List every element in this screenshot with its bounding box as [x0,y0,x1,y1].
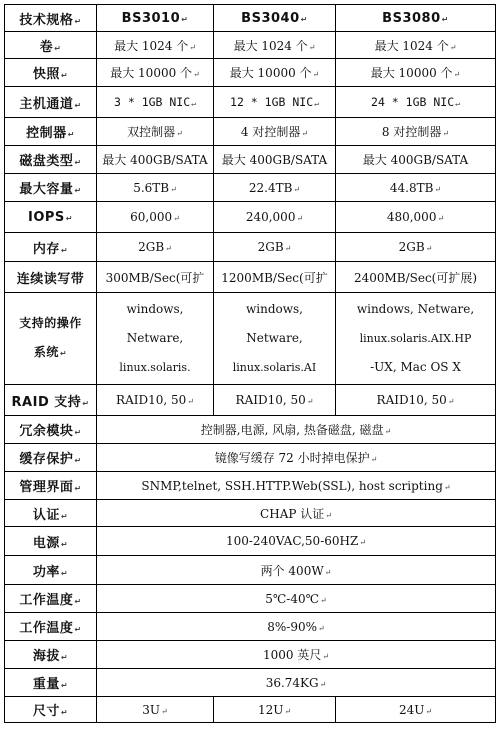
header-label-cell [5,5,97,32]
cell-value: 1200MB/Sec(可扩 [221,270,328,285]
row-label: RAID 支持 [11,394,82,410]
cell-mark: ↵ [447,397,455,406]
table-row [5,697,496,723]
row-label-cell [5,527,97,556]
table-row [5,385,496,416]
model-name: BS3040 [241,10,300,26]
row-label: 快照 [32,67,60,82]
cell-value: 480,000 [386,210,437,224]
row-label-cell [5,500,97,527]
cell-mark: ↵ [296,214,304,223]
cell-mark: ↵ [359,538,367,547]
row-label: 电源 [32,535,60,551]
os-line: windows, Netware, [356,302,475,316]
merged-value-cell [97,613,496,641]
cell-mark: ↵ [455,99,460,108]
value-cell [336,118,496,146]
cell-mark: ↵ [165,244,172,253]
value-cell [336,202,496,233]
model-cell [214,5,336,32]
cell-value: 双控制器 [127,125,176,139]
merged-value-cell [97,585,496,613]
model-cell [336,5,496,32]
cell-mark: ↵ [441,14,449,24]
cell-mark: ↵ [301,129,309,138]
cell-mark: ↵ [65,213,73,223]
row-label-cell [5,613,97,641]
value-cell [214,202,336,233]
cell-mark: ↵ [306,397,314,406]
cell-value: 镜像写缓存 72 小时掉电保护 [214,451,370,465]
cell-mark: ↵ [284,706,292,716]
os-cell [214,293,336,385]
cell-mark: ↵ [189,42,196,52]
row-label-cell [5,385,97,416]
row-label-cell [5,416,97,444]
merged-value-cell [97,416,496,444]
table-row [5,641,496,669]
row-label-line: 支持的操作 [19,316,82,330]
value-cell [97,233,214,262]
cell-value: 最大 10000 个 [110,66,193,80]
cell-mark: ↵ [181,14,189,24]
os-line: windows, [126,302,184,316]
cell-value: 控制器,电源, 风扇, 热备磁盘, 磁盘 [200,423,384,437]
table-row [5,87,496,118]
cell-value: 3U [142,702,161,717]
cell-mark: ↵ [324,567,332,577]
table-row [5,444,496,472]
cell-value: 22.4TB [248,180,293,195]
row-label-cell [5,202,97,233]
value-cell [97,202,214,233]
table-row [5,613,496,641]
table-row [5,174,496,202]
cell-mark: ↵ [74,158,82,167]
table-row [5,233,496,262]
merged-value-cell [97,500,496,527]
merged-value-cell [97,556,496,585]
cell-mark: ↵ [74,186,82,195]
os-line: linux.solaris.AI [232,361,317,374]
cell-mark: ↵ [74,16,82,26]
cell-mark: ↵ [74,625,82,634]
value-cell [214,59,336,87]
cell-value: 最大 1024 个 [114,38,189,53]
row-label-cell [5,641,97,669]
cell-value: SNMP,telnet, SSH.HTTP.Web(SSL), host scripting [141,478,443,493]
merged-value-cell [97,669,496,697]
row-label-cell [5,444,97,472]
cell-mark: ↵ [425,244,433,253]
os-cell [97,293,214,385]
value-cell [214,262,336,293]
cell-mark: ↵ [59,349,68,358]
table-row [5,146,496,174]
cell-mark: ↵ [293,184,301,194]
table-row [5,262,496,293]
os-line: -UX, Mac OS X [370,360,461,374]
cell-mark: ↵ [60,568,69,578]
cell-mark: ↵ [370,455,378,464]
cell-mark: ↵ [434,184,442,194]
row-label: 连续读写带 [16,271,85,287]
table-row [5,527,496,556]
cell-mark: ↵ [308,42,316,52]
row-label: 重量 [32,677,60,692]
row-label-cell [5,293,97,385]
value-cell [214,385,336,416]
cell-mark: ↵ [60,681,69,690]
table-row [5,585,496,613]
table-row [5,416,496,444]
cell-value: CHAP 认证 [260,506,325,521]
value-cell [97,385,214,416]
cell-mark: ↵ [74,484,82,493]
value-cell [97,697,214,723]
cell-mark: ↵ [449,42,457,52]
model-cell [97,5,214,32]
cell-mark: ↵ [161,706,168,716]
row-label: 认证 [32,507,60,523]
value-cell [214,87,336,118]
row-label-cell [5,233,97,262]
value-cell [336,233,496,262]
row-label: 工作温度 [19,621,74,636]
value-cell [336,146,496,174]
cell-value: 5℃-40℃ [265,591,320,606]
table-row [5,32,496,59]
table-row [5,118,496,146]
cell-mark: ↵ [82,398,90,408]
value-cell [97,32,214,59]
cell-mark: ↵ [318,623,325,633]
cell-value: 2GB [398,240,425,254]
cell-mark: ↵ [60,653,69,662]
row-label: IOPS [28,209,65,225]
row-label: 功率 [32,564,60,580]
row-label: 卷 [39,39,54,55]
table-row [5,556,496,585]
row-label-cell [5,59,97,87]
cell-mark: ↵ [74,456,82,465]
cell-value: 12 * 1GB NIC [230,95,314,109]
value-cell [336,385,496,416]
value-cell [336,697,496,723]
cell-mark: ↵ [170,184,177,194]
cell-mark: ↵ [191,99,196,108]
os-line: Netware, [246,331,303,345]
value-cell [97,118,214,146]
os-support-row [5,293,496,385]
cell-value: 300MB/Sec(可扩 [105,270,205,285]
table-row [5,472,496,500]
cell-value: 最大 1024 个 [374,38,449,53]
cell-value: RAID10, 50 [116,393,187,407]
header-row [5,5,496,32]
value-cell [97,174,214,202]
cell-value: 最大 10000 个 [370,66,453,80]
cell-mark: ↵ [176,129,183,138]
cell-mark: ↵ [312,70,320,79]
cell-value: 60,000 [130,210,173,224]
os-cell [336,293,496,385]
cell-mark: ↵ [320,595,327,605]
cell-mark: ↵ [325,510,332,520]
row-label: 工作温度 [19,593,74,608]
cell-value: 12U [257,702,284,717]
row-label-cell [5,585,97,613]
cell-value: 24U [398,702,425,717]
row-label: 主机通道 [19,96,74,112]
row-label-cell [5,556,97,585]
row-label: 海拔 [32,649,60,664]
model-name: BS3080 [382,10,441,26]
model-name: BS3010 [121,10,181,26]
cell-mark: ↵ [60,511,69,521]
cell-value: 最大 400GB/SATA [221,153,328,167]
cell-mark: ↵ [300,14,308,24]
value-cell [214,233,336,262]
merged-value-cell [97,444,496,472]
cell-mark: ↵ [74,597,82,606]
header-label: 技术规格 [19,12,74,28]
cell-value: RAID10, 50 [235,393,306,407]
row-label: 尺寸 [32,704,60,719]
cell-value: 最大 400GB/SATA [102,153,208,167]
cell-mark: ↵ [443,482,451,492]
cell-mark: ↵ [425,706,433,716]
cell-value: 8 对控制器 [381,125,442,139]
cell-value: 100-240VAC,50-60HZ [225,534,359,548]
cell-mark: ↵ [173,214,180,223]
value-cell [214,174,336,202]
cell-value: 8%-90% [267,619,318,634]
row-label-cell [5,669,97,697]
row-label: 磁盘类型 [19,154,74,169]
row-label-cell [5,472,97,500]
cell-mark: ↵ [60,708,69,717]
value-cell [97,87,214,118]
table-row [5,59,496,87]
value-cell [214,32,336,59]
value-cell [336,262,496,293]
cell-mark: ↵ [60,539,69,549]
cell-mark: ↵ [193,70,200,79]
value-cell [336,87,496,118]
row-label-line: 系统↵ [33,345,68,359]
value-cell [336,59,496,87]
cell-mark: ↵ [67,130,75,139]
row-label-cell [5,87,97,118]
cell-value: 最大 10000 个 [229,66,312,80]
cell-mark: ↵ [437,214,445,223]
cell-mark: ↵ [319,679,327,689]
cell-mark: ↵ [384,427,392,436]
cell-value: 2400MB/Sec(可扩展) [353,270,478,285]
value-cell [214,118,336,146]
cell-value: 2GB [257,240,284,254]
row-label: 管理界面 [19,480,74,495]
cell-value: 最大 1024 个 [233,38,308,53]
cell-value: 3 * 1GB NIC [114,95,191,109]
row-label-cell [5,118,97,146]
spec-table [4,4,496,723]
cell-value: 最大 400GB/SATA [362,153,469,167]
table-row [5,500,496,527]
cell-value: RAID10, 50 [376,393,447,407]
row-label: 缓存保护 [19,452,74,467]
row-label: 最大容量 [19,182,74,197]
cell-mark: ↵ [284,244,292,253]
cell-value: 两个 400W [260,563,324,578]
cell-value: 44.8TB [389,180,434,195]
cell-mark: ↵ [60,71,69,80]
value-cell [336,32,496,59]
value-cell [214,146,336,174]
value-cell [97,146,214,174]
cell-mark: ↵ [314,99,319,108]
os-line: linux.solaris.AIX.HP [359,332,472,345]
merged-value-cell [97,527,496,556]
cell-mark: ↵ [74,428,82,437]
cell-value: 2GB [138,240,165,254]
row-label: 控制器 [26,126,67,141]
cell-value: 36.74KG [265,675,319,690]
os-line: linux.solaris. [119,361,191,374]
merged-value-cell [97,472,496,500]
cell-value: 24 * 1GB NIC [371,95,455,109]
value-cell [97,59,214,87]
table-row [5,202,496,233]
value-cell [336,174,496,202]
cell-mark: ↵ [54,43,62,53]
row-label-cell [5,174,97,202]
row-label-cell [5,697,97,723]
table-row [5,669,496,697]
row-label-cell [5,262,97,293]
cell-mark: ↵ [322,652,330,661]
row-label-cell [5,32,97,59]
cell-mark: ↵ [187,397,194,406]
cell-mark: ↵ [74,100,82,110]
os-line: windows, [246,302,303,316]
cell-value: 1000 英尺 [262,648,322,662]
value-cell [214,697,336,723]
row-label-cell [5,146,97,174]
cell-value: 4 对控制器 [240,125,301,139]
cell-mark: ↵ [453,70,461,79]
os-line: Netware, [126,331,184,345]
cell-value: 5.6TB [133,180,170,195]
cell-mark: ↵ [442,129,450,138]
merged-value-cell [97,641,496,669]
row-label: 内存 [32,241,60,257]
value-cell [97,262,214,293]
row-label: 冗余模块 [19,424,74,439]
cell-value: 240,000 [245,210,296,224]
cell-mark: ↵ [60,245,69,255]
